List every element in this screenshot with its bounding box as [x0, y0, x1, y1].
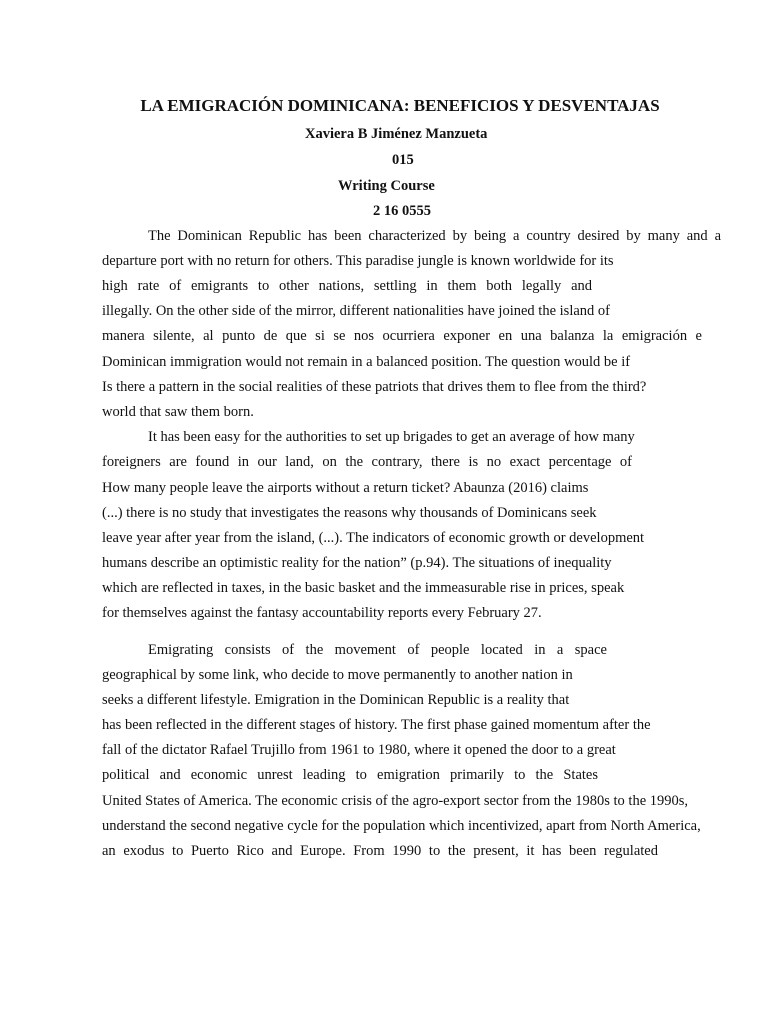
text-line: world that saw them born.	[102, 404, 254, 420]
text-line: geographical by some link, who decide to move permanently to another nation in	[102, 667, 573, 683]
student-code: 015	[392, 152, 414, 168]
text-line: manera silente, al punto de que si se nos ocurriera exponer en una balanza la emigración e	[102, 328, 702, 344]
text-line: an exodus to Puerto Rico and Europe. From 1990 to the present, it has been regulated	[102, 843, 658, 859]
text-line: Is there a pattern in the social realities of these patriots that drives them to flee from the third?	[102, 379, 647, 395]
author-name: Xaviera B Jiménez Manzueta	[305, 126, 488, 142]
id-number: 2 16 0555	[373, 203, 431, 219]
text-line: has been reflected in the different stages of history. The first phase gained momentum after the	[102, 717, 651, 733]
text-line: The Dominican Republic has been characterized by being a country desired by many and a	[148, 228, 721, 244]
text-line: political and economic unrest leading to emigration primarily to the States	[102, 767, 598, 783]
text-line: departure port with no return for others. This paradise jungle is known worldwide for its	[102, 253, 614, 269]
text-line: United States of America. The economic crisis of the agro-export sector from the 1980s to the 1990s,	[102, 793, 689, 809]
text-line: Dominican immigration would not remain in a balanced position. The question would be if	[102, 354, 631, 370]
text-line: It has been easy for the authorities to set up brigades to get an average of how many	[148, 429, 635, 445]
text-line: illegally. On the other side of the mirror, different nationalities have joined the island of	[102, 303, 610, 319]
text-line: for themselves against the fantasy accountability reports every February 27.	[102, 605, 542, 621]
text-line: humans describe an optimistic reality for the nation” (p.94). The situations of inequality	[102, 555, 612, 571]
text-line: foreigners are found in our land, on the contrary, there is no exact percentage of	[102, 454, 632, 470]
text-line: leave year after year from the island, (...). The indicators of economic growth or development	[102, 530, 645, 546]
text-line: which are reflected in taxes, in the basic basket and the immeasurable rise in prices, speak	[102, 580, 625, 596]
text-line: fall of the dictator Rafael Trujillo from 1961 to 1980, where it opened the door to a great	[102, 742, 616, 758]
text-line: understand the second negative cycle for the population which incentivized, apart from North America,	[102, 818, 701, 834]
text-line: (...) there is no study that investigates the reasons why thousands of Dominicans seek	[102, 505, 597, 521]
text-line: seeks a different lifestyle. Emigration in the Dominican Republic is a reality that	[102, 692, 570, 708]
text-line: high rate of emigrants to other nations, settling in them both legally and	[102, 278, 592, 294]
text-line: How many people leave the airports without a return ticket? Abaunza (2016) claims	[102, 480, 589, 496]
text-line: Emigrating consists of the movement of people located in a space	[148, 642, 607, 658]
course-name: Writing Course	[338, 178, 435, 194]
document-title: LA EMIGRACIÓN DOMINICANA: BENEFICIOS Y DESVENTAJAS	[140, 96, 660, 115]
